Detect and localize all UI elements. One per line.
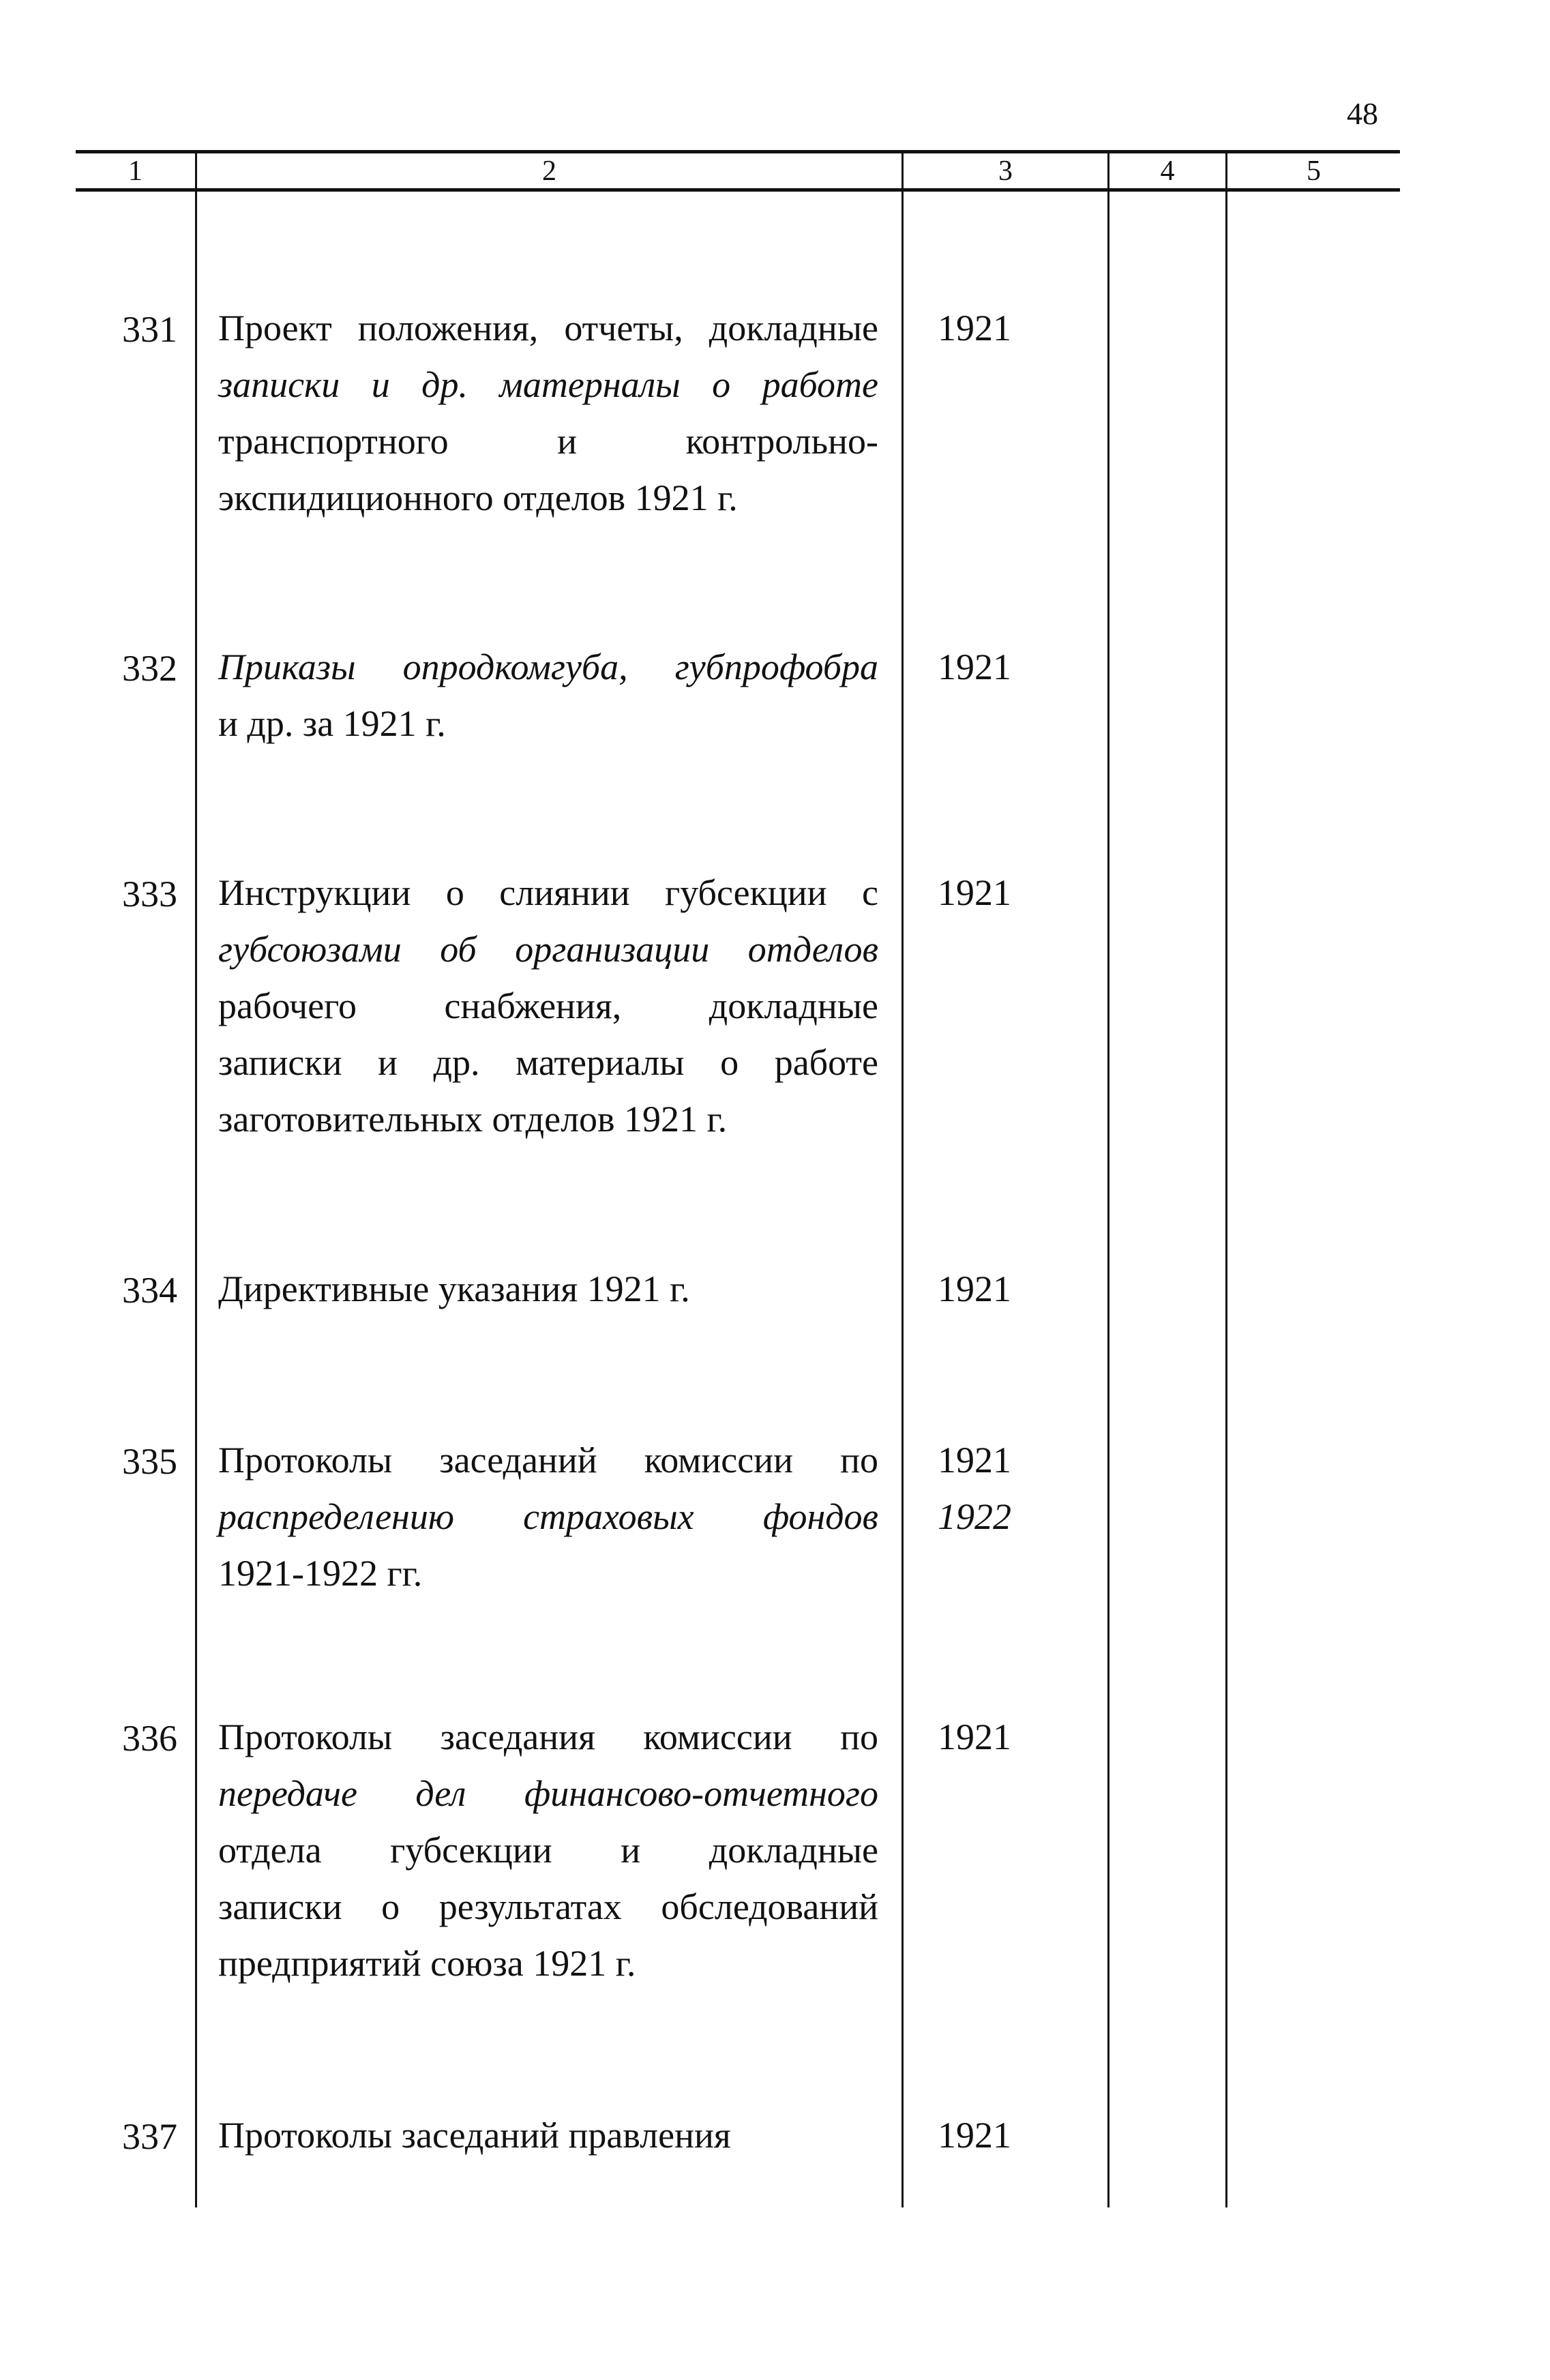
item-title — [218, 300, 878, 526]
title-line: Протоколы заседания комиссии по — [218, 1716, 878, 1757]
item-number: 333 — [122, 874, 177, 914]
title-line: и др. за 1921 г. — [218, 703, 446, 744]
title-line: Протоколы заседаний комиссии по — [218, 1440, 878, 1481]
title-line: отдела губсекции и докладные — [218, 1830, 878, 1871]
title-line: губсоюзами об организации отделов — [218, 929, 878, 970]
column-divider — [901, 151, 904, 2207]
item-year: 1921 — [938, 308, 1011, 348]
title-line: Приказы опродкомгуба, губпрофобра — [218, 646, 878, 687]
title-line: 1921-1922 гг. — [218, 1553, 423, 1594]
item-year: 1921 — [938, 1268, 1011, 1309]
column-header-4: 4 — [1160, 155, 1175, 187]
title-line: Протоколы заседаний правления — [218, 2115, 731, 2156]
title-line: Инструкции о слиянии губсекции с — [218, 872, 878, 913]
item-number: 335 — [122, 1441, 177, 1482]
item-number: 337 — [122, 2116, 177, 2157]
column-header-5: 5 — [1307, 155, 1321, 187]
item-year: 1921 — [938, 1716, 1011, 1757]
column-header-3: 3 — [998, 155, 1013, 187]
title-line: экспидиционного отделов 1921 г. — [218, 477, 738, 518]
column-header-1: 1 — [128, 155, 143, 187]
title-line: записки и др. материалы о работе — [218, 1042, 878, 1083]
item-year: 1921 — [938, 2115, 1011, 2156]
item-number: 331 — [122, 309, 177, 350]
item-number: 336 — [122, 1718, 177, 1759]
item-title — [218, 2107, 878, 2164]
title-line: Директивные указания 1921 г. — [218, 1268, 690, 1309]
table-top-rule — [76, 150, 1400, 153]
title-line: заготовительных отделов 1921 г. — [218, 1099, 728, 1140]
title-line: транспортного и контрольно- — [218, 421, 878, 462]
item-number: 334 — [122, 1270, 177, 1311]
title-line: распределению страховых фондов — [218, 1496, 878, 1537]
item-title — [218, 865, 878, 1148]
title-line: рабочего снабжения, докладные — [218, 985, 878, 1026]
title-line: предприятий союза 1921 г. — [218, 1943, 636, 1984]
page-number: 48 — [1347, 96, 1378, 131]
item-year: 1921 — [938, 646, 1011, 687]
item-title — [218, 639, 878, 752]
column-divider — [1107, 151, 1109, 2207]
item-title — [218, 1432, 878, 1602]
header-bottom-rule — [76, 188, 1400, 192]
item-year: 1921 — [938, 1440, 1011, 1481]
item-title — [218, 1261, 878, 1318]
title-line: записки о результатах обследований — [218, 1886, 878, 1927]
item-title — [218, 1709, 878, 1992]
title-line: записки и др. матерналы о работе — [218, 364, 878, 405]
column-divider — [1225, 151, 1227, 2207]
item-year: 1921 — [938, 872, 1011, 913]
item-year: 1922 — [938, 1496, 1011, 1537]
column-divider — [195, 151, 197, 2207]
title-line: передаче дел финансово-отчетного — [218, 1773, 878, 1814]
title-line: Проект положения, отчеты, докладные — [218, 308, 878, 348]
item-number: 332 — [122, 648, 177, 689]
column-header-2: 2 — [542, 155, 556, 187]
